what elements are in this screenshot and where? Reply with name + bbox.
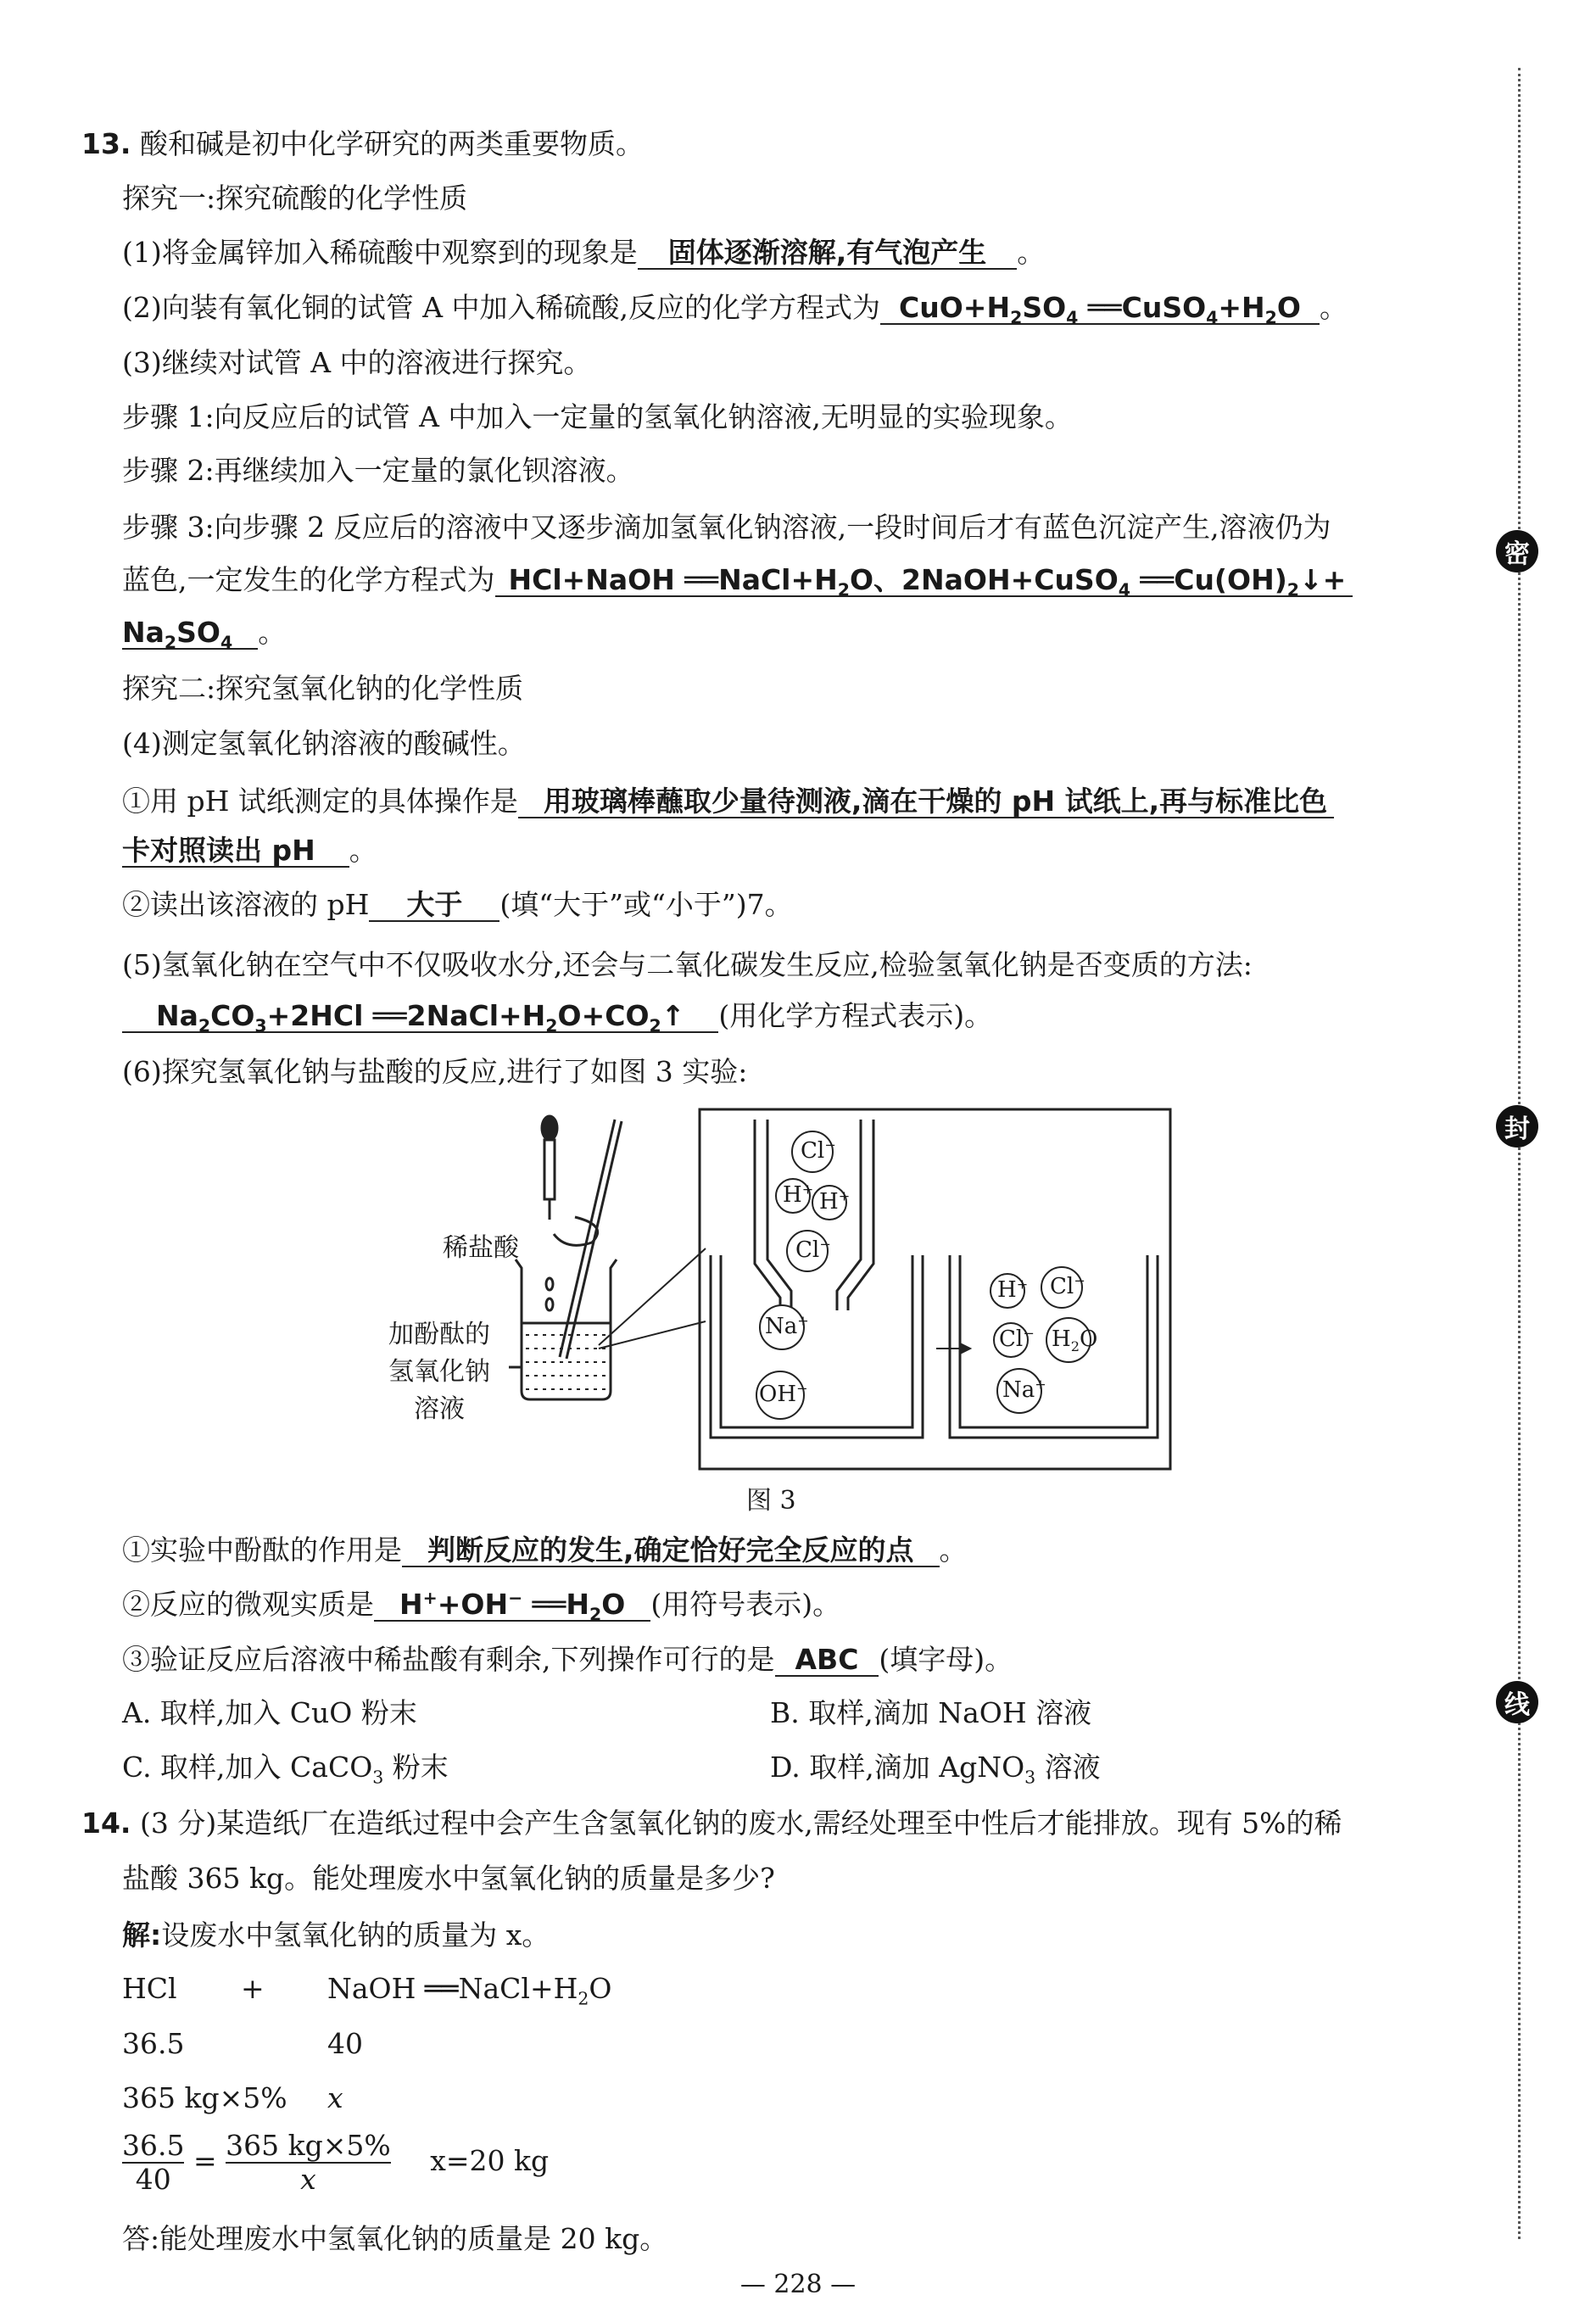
ion-h-label: H+: [819, 1187, 851, 1215]
q13-5-line2: [122, 999, 993, 1036]
ion-cl-label: Cl−: [795, 1236, 831, 1263]
eq-hcl: HCl: [122, 1972, 177, 2005]
answer-blank-equation: H++OH− $══H_2O$: [374, 1589, 650, 1622]
step-3-line1: 步骤 3:向步骤 2 反应后的溶液中又逐步滴加氢氧化钠溶液,一段时间后才有蓝色沉淀产生,溶液仍为: [122, 511, 1331, 544]
q13-3: (3)继续对试管 A 中的溶液进行探究。: [122, 346, 592, 379]
seal-xian: 线: [1496, 1681, 1538, 1723]
part2-title: 探究二:探究氢氧化钠的化学性质: [122, 672, 524, 705]
binding-line: [1518, 68, 1521, 2239]
molar-mass-row: [122, 2027, 363, 2061]
proportion-row: $\frac{36.5}{40}$ = $\frac{365 kg\times 5\%}{x}$ x=20 kg: [122, 2129, 550, 2196]
answer-blank-equation: $Na_2CO_3+2HCl$ $══2NaCl+H_2O+CO_2↑$: [122, 1001, 718, 1033]
solution-intro: [122, 1918, 550, 1952]
ion-cl-label: Cl−: [1050, 1272, 1085, 1299]
q1-text: (1)将金属锌加入稀硫酸中观察到的现象是: [122, 236, 638, 269]
q6c-hint: (填字母)。: [879, 1643, 1013, 1676]
solution-label: 解:: [122, 1918, 162, 1952]
question-number: 14.: [81, 1807, 131, 1840]
ion-na-label: Na+: [1002, 1376, 1046, 1403]
ion-na-label: Na+: [765, 1312, 809, 1339]
step-2: 步骤 2:再继续加入一定量的氯化钡溶液。: [122, 454, 634, 487]
question-text: 酸和碱是初中化学研究的两类重要物质。: [139, 127, 644, 160]
answer-blank-continued: 卡对照读出 pH: [122, 835, 349, 868]
q13-5-line1: (5)氢氧化钠在空气中不仅吸收水分,还会与二氧化碳发生反应,检验氢氧化钠是否变质的方法:: [122, 948, 1253, 981]
q6b-text: ②反应的微观实质是: [122, 1588, 374, 1621]
figure-3: [373, 1094, 1187, 1493]
label-base-2: 氢氧化钠: [388, 1357, 490, 1387]
eq-rest: NaOH $══NaCl+H_2O$: [327, 1972, 612, 2009]
mass-naoh: x: [327, 2081, 343, 2114]
figure-caption: 图 3: [746, 1486, 796, 1516]
answer-blank-equation: $CuO+H_2SO_4$ $══CuSO_4+H_2O$: [880, 293, 1320, 325]
solution-text: 设废水中氢氧化钠的质量为 x。: [161, 1918, 550, 1952]
q13-1: (1)将金属锌加入稀硫酸中观察到的现象是 固体逐渐溶解,有气泡产生 。: [122, 236, 1046, 269]
answer-blank: 用玻璃棒蘸取少量待测液,滴在干燥的 pH 试纸上,再与标准比色: [518, 786, 1334, 818]
fraction-left: $\frac{36.5}{40}$: [122, 2129, 185, 2196]
q6c-text: ③验证反应后溶液中稀盐酸有剩余,下列操作可行的是: [122, 1643, 775, 1676]
q5-hint: (用化学方程式表示)。: [718, 999, 993, 1032]
q14-line2: 盐酸 365 kg。能处理废水中氢氧化钠的质量是多少?: [122, 1862, 775, 1895]
beaker-icon: [509, 1259, 617, 1399]
q13-6c: [122, 1643, 1013, 1677]
result: x=20 kg: [430, 2144, 550, 2177]
seal-mi: 密: [1496, 530, 1538, 572]
q6b-hint: (用符号表示)。: [650, 1588, 841, 1621]
q13-4b: [122, 888, 793, 922]
question-number: 13.: [81, 127, 131, 160]
dropper-icon: [542, 1116, 557, 1220]
ion-cl-label: Cl−: [999, 1325, 1035, 1352]
q13-6a: ①实验中酚酞的作用是 判断反应的发生,确定恰好完全反应的点 。: [122, 1533, 968, 1566]
q13-6b: [122, 1588, 841, 1625]
eq-plus: +: [241, 1972, 265, 2005]
q13-4: (4)测定氢氧化钠溶液的酸碱性。: [122, 727, 526, 760]
answer-blank: ABC: [775, 1645, 879, 1677]
q4a-text: ①用 pH 试纸测定的具体操作是: [122, 785, 518, 818]
step-3-line2: [122, 563, 1353, 600]
step3-text: 蓝色,一定发生的化学方程式为: [122, 563, 495, 596]
water-label: $H_2O$: [1052, 1326, 1098, 1355]
step-3-line3: $Na_2SO_4$ 。: [122, 616, 287, 653]
final-answer: 答:能处理废水中氢氧化钠的质量是 20 kg。: [122, 2222, 668, 2255]
q2-text: (2)向装有氧化铜的试管 A 中加入稀硫酸,反应的化学方程式为: [122, 291, 881, 324]
q4b-hint: (填“大于”或“小于”)7。: [499, 888, 793, 921]
seal-feng: 封: [1496, 1105, 1538, 1148]
answer-blank: 大于: [369, 890, 499, 922]
q13-intro: [81, 127, 644, 161]
ion-oh-label: OH−: [759, 1380, 808, 1407]
option-a: A. 取样,加入 CuO 粉末: [122, 1696, 417, 1729]
ion-h-label: H+: [783, 1181, 814, 1208]
label-dilute-acid: 稀盐酸: [443, 1233, 519, 1263]
molar-mass-naoh: 40: [327, 2027, 363, 2060]
q4b-text: ②读出该溶液的 pH: [122, 888, 370, 921]
mass-row: [122, 2081, 343, 2115]
option-b: B. 取样,滴加 NaOH 溶液: [770, 1696, 1092, 1729]
equation-row: [122, 1972, 612, 2009]
label-base-3: 溶液: [414, 1394, 465, 1424]
option-c: C. 取样,加入 CaCO$_3$ 粉末: [122, 1751, 449, 1788]
step-1: 步骤 1:向反应后的试管 A 中加入一定量的氢氧化钠溶液,无明显的实验现象。: [122, 400, 1073, 433]
option-d: D. 取样,滴加 AgNO$_3$ 溶液: [770, 1751, 1101, 1788]
answer-blank-continued: $Na_2SO_4$: [122, 617, 258, 650]
q13-4a-line2: 卡对照读出 pH 。: [122, 834, 377, 867]
q13-4a-line1: [122, 785, 1334, 818]
part1-title: 探究一:探究硫酸的化学性质: [122, 181, 468, 215]
q13-2: (2)向装有氧化铜的试管 A 中加入稀硫酸,反应的化学方程式为 $CuO+H_2SO_4$ $══CuSO_4+H_2O$ 。: [122, 291, 1348, 328]
answer-blank-equation: HCl+NaOH $══NaCl+H_2O$、2NaOH+CuSO$_4$ $══Cu(OH)_2↓+$: [495, 565, 1353, 597]
q6a-text: ①实验中酚酞的作用是: [122, 1533, 402, 1566]
ion-cl-label: Cl−: [801, 1136, 836, 1164]
ion-h-label: H+: [997, 1276, 1029, 1303]
answer-blank: 固体逐渐溶解,有气泡产生: [638, 237, 1018, 270]
label-base-1: 加酚酞的: [388, 1320, 490, 1349]
page-number: — 228 —: [739, 2270, 857, 2299]
q14-line1: [81, 1807, 1342, 1840]
fraction-right: $\frac{365 kg\times 5\%}{x}$: [226, 2129, 391, 2196]
molar-mass-hcl: 36.5: [122, 2027, 185, 2060]
q13-6: (6)探究氢氧化钠与盐酸的反应,进行了如图 3 实验:: [122, 1055, 748, 1088]
question-text: (3 分)某造纸厂在造纸过程中会产生含氢氧化钠的废水,需经处理至中性后才能排放。现有 5%的稀: [139, 1807, 1342, 1840]
mass-hcl: 365 kg×5%: [122, 2081, 287, 2114]
answer-blank: 判断反应的发生,确定恰好完全反应的点: [402, 1535, 940, 1567]
